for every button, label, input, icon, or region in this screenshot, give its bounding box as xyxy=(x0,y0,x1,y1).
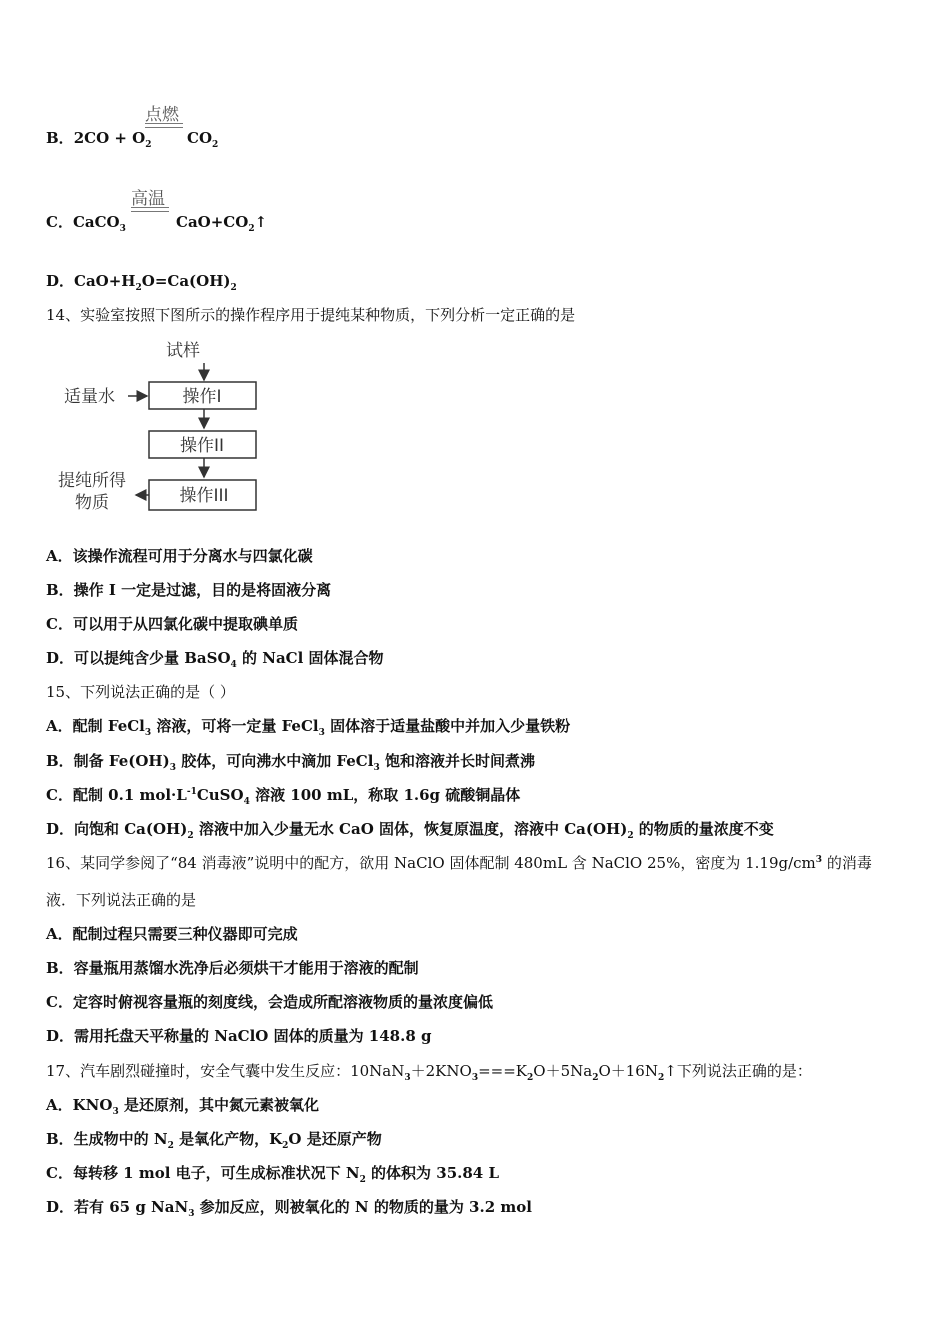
q14-option-c: C．可以用于从四氯化碳中提取碘单质 xyxy=(46,615,298,633)
q13-option-c: C．CaCO$_3$ xyxy=(46,213,126,234)
q15-option-b: B．制备 $Fe(OH)_3$ 胶体，可向沸水中滴加 FeCl$_3$ 饱和溶液并长时间煮沸 xyxy=(46,752,535,773)
q14-option-a: A．该操作流程可用于分离水与四氯化碳 xyxy=(46,547,313,565)
q13-c-product: $CaO+CO_2↑$ xyxy=(176,213,268,234)
q13-option-b: B．$2CO + O_2$ xyxy=(46,129,152,150)
diagram-output-label-2: 物质 xyxy=(75,493,109,513)
q17-option-b: B．生成物中的 $N_2$ 是氧化产物，$K_2O$ 是还原产物 xyxy=(46,1130,382,1151)
q13-c-condition: 高温 xyxy=(131,189,165,209)
q14-flow-diagram xyxy=(46,338,276,522)
q17-stem: 17、汽车剧烈碰撞时，安全气囊中发生反应：$10NaN_3+2KNO_3===K_2O+5Na_2O+16N_2↑$下列说法正确的是： xyxy=(46,1062,812,1083)
diagram-sample-label: 试样 xyxy=(166,341,200,361)
diagram-op3-label: 操作III xyxy=(179,486,229,506)
q15-option-a: A．配制 FeCl$_3$ 溶液，可将一定量 FeCl$_3$ 固体溶于适量盐酸中并加入少量铁粉 xyxy=(46,717,571,738)
q13-option-d: D．$CaO+H_2O=Ca(OH)_2$ xyxy=(46,272,237,293)
q14-stem: 14、实验室按照下图所示的操作程序用于提纯某种物质，下列分析一定正确的是 xyxy=(46,306,576,324)
q15-option-d: D．向饱和 $Ca(OH)_2$ 溶液中加入少量无水 CaO 固体，恢复原温度，溶液中 $Ca(OH)_2$ 的物质的量浓度不变 xyxy=(46,820,774,841)
diagram-output-label-1: 提纯所得 xyxy=(58,471,126,491)
diagram-water-label: 适量水 xyxy=(64,387,115,407)
q14-option-d: D．可以提纯含少量 BaSO$_4$ 的 NaCl 固体混合物 xyxy=(46,649,384,670)
q16-option-c: C．定容时俯视容量瓶的刻度线，会造成所配溶液物质的量浓度偏低 xyxy=(46,993,493,1011)
q16-option-a: A．配制过程只需要三种仪器即可完成 xyxy=(46,925,298,943)
q15-option-c: C．配制 0.1 $mol\cdot L^{-1}CuSO_4$ 溶液 100 mL，称取 1.6g 硫酸铜晶体 xyxy=(46,786,521,807)
q13-c-equals-sign xyxy=(131,207,169,212)
diagram-op2-label: 操作II xyxy=(179,436,225,456)
q16-option-d: D．需用托盘天平称量的 NaClO 固体的质量为 148.8 g xyxy=(46,1027,432,1045)
q17-option-c: C．每转移 1 mol 电子，可生成标准状况下 $N_2$ 的体积为 35.84 L xyxy=(46,1164,500,1185)
q13-b-equals-sign xyxy=(145,123,183,128)
q13-b-product: $CO_2$ xyxy=(187,129,219,150)
q16-option-b: B．容量瓶用蒸馏水洗净后必须烘干才能用于溶液的配制 xyxy=(46,959,419,977)
q16-stem-line1: 16、某同学参阅了“84 消毒液”说明中的配方，欲用 NaClO 固体配制 480mL 含 NaClO 25%，密度为 $1.19g/cm^3$ 的消毒 xyxy=(46,854,872,872)
q16-stem-line2: 液．下列说法正确的是 xyxy=(46,891,197,909)
q14-option-b: B．操作 I 一定是过滤，目的是将固液分离 xyxy=(46,581,332,599)
q13-b-condition: 点燃 xyxy=(145,105,179,125)
q17-option-a: A．$KNO_3$ 是还原剂，其中氮元素被氧化 xyxy=(46,1096,319,1117)
q15-stem: 15、下列说法正确的是（ ） xyxy=(46,683,235,701)
diagram-op1-label: 操作I xyxy=(182,387,222,407)
q17-option-d: D．若有 65 g NaN$_3$ 参加反应，则被氧化的 N 的物质的量为 3.2 mol xyxy=(46,1198,532,1219)
